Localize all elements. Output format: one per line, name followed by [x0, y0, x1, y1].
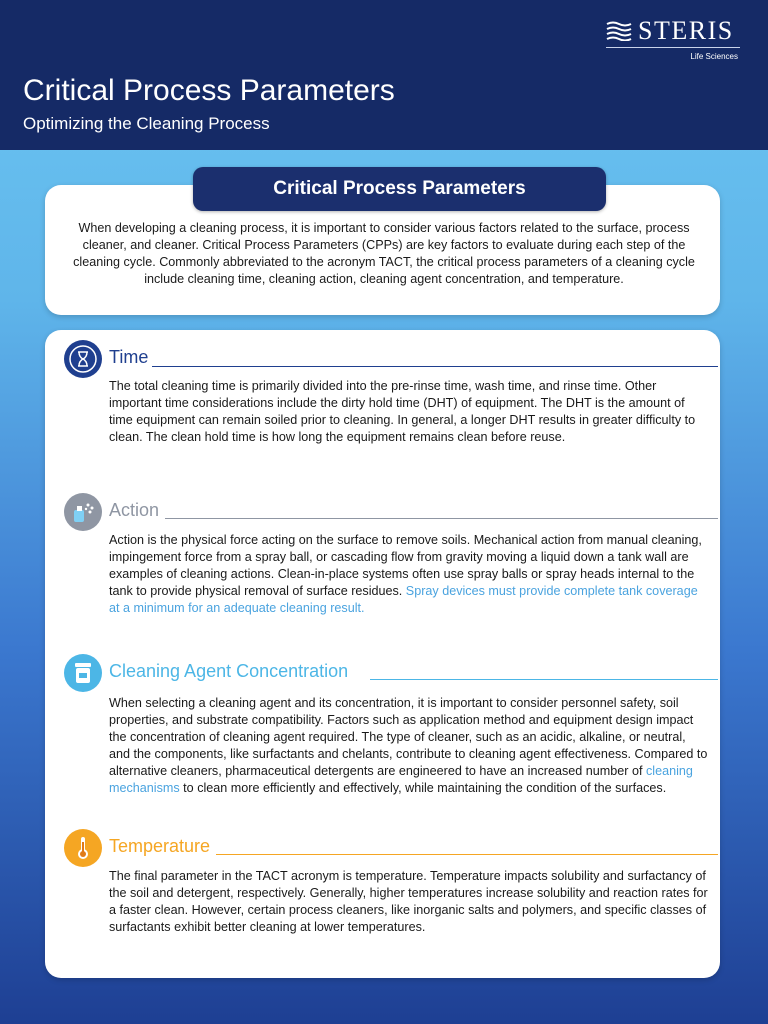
- action-body: [109, 532, 709, 617]
- steris-wave-icon: [606, 21, 632, 41]
- hourglass-icon: [64, 340, 102, 378]
- action-heading: Action: [109, 500, 160, 520]
- concentration-heading: Cleaning Agent Concentration: [109, 661, 349, 681]
- action-divider: [165, 518, 718, 519]
- page-subtitle: Optimizing the Cleaning Process: [23, 114, 270, 133]
- thermometer-icon: [64, 829, 102, 867]
- temperature-body: The final parameter in the TACT acronym is temperature. Temperature impacts solubility and surfactancy of the soil and detergent, respectively. Generally, higher temperatures increase solubility and reaction rates for a faster clean. However, certain process cleaners, like inorganic salts and polymers, and specific classes of surfactants exhibit better cleaning at lower temperatures.: [109, 869, 708, 934]
- intro-heading: Critical Process Parameters: [193, 167, 606, 211]
- spray-icon: [64, 493, 102, 531]
- time-divider: [152, 366, 718, 367]
- time-body: The total cleaning time is primarily divided into the pre-rinse time, wash time, and rinse time. Other important time considerations include the dirty hold time (DHT) of equipment. The DHT is the amount of time equipment can remain soiled prior to cleaning. In general, a longer DHT results in greater difficulty to clean. The clean hold time is how long the equipment remains clean before reuse.: [109, 379, 696, 444]
- concentration-body: [109, 695, 709, 797]
- steris-logo: [606, 18, 740, 64]
- logo-wordmark: STERIS: [638, 16, 734, 45]
- intro-text: When developing a cleaning process, it is important to consider various factors related to the surface, process cleaner, and cleaner. Critical Process Parameters (CPPs) are key factors to evaluate during each step of the cleaning cycle. Commonly abbreviated to the acronym TACT, the critical process parameters of a cleaning cycle include cleaning time, cleaning action, cleaning agent concentration, and temperature.: [73, 221, 695, 286]
- concentration-body-end: to clean more efficiently and effectively, while maintaining the condition of the surfaces.: [179, 781, 667, 795]
- action-body-text: Action is the physical force acting on the surface to remove soils. Mechanical action from manual cleaning, impingement force from a spray ball, or cascading flow from gravity moving a liquid down a tank wall are examples of cleaning actions. Clean-in-place systems often use spray balls or spray heads internal to the tank to provide physical removal of surface residues.: [109, 533, 702, 598]
- temperature-heading: Temperature: [109, 836, 211, 856]
- concentration-divider: [370, 679, 718, 680]
- page-title: Critical Process Parameters: [23, 74, 395, 107]
- container-icon: [64, 654, 102, 692]
- logo-divider: [606, 47, 740, 48]
- time-heading: Time: [109, 347, 149, 367]
- logo-subtitle: Life Sciences: [690, 52, 738, 61]
- header-banner: [0, 0, 768, 150]
- concentration-body-text: When selecting a cleaning agent and its concentration, it is important to consider personnel safety, soil properties, and substrate compatibility. Factors such as application method and equipment design impact the concentration of cleaning agent required. The type of cleaner, such as an acidic, alkaline, or neutral, and the components, like surfactants and chelants, contribute to cleaning agent effectiveness. Compared to alternative cleaners, pharmaceutical detergents are engineered to have an increased number of: [109, 696, 708, 778]
- cleaning-mechanisms-link[interactable]: cleaning mechanisms: [109, 764, 693, 795]
- temperature-divider: [216, 854, 718, 855]
- action-highlight: Spray devices must provide complete tank coverage at a minimum for an adequate cleaning result.: [109, 584, 698, 615]
